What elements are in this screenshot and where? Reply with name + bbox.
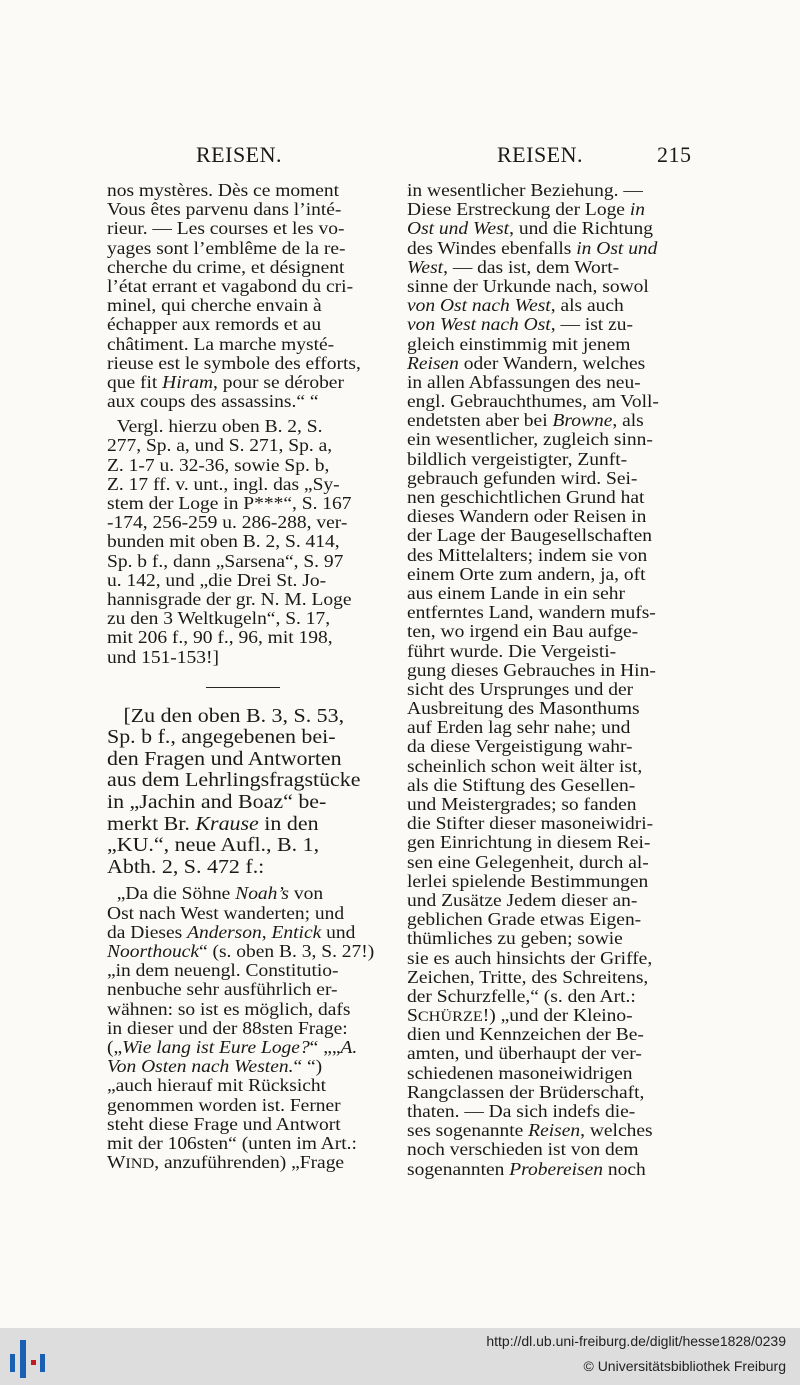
text-line: des Windes ebenfalls in Ost und — [407, 237, 658, 258]
text-line: Vergl. hierzu oben B. 2, S. — [107, 416, 323, 437]
text-line: bunden mit oben B. 2, S. 414, — [107, 531, 340, 552]
text-line: aux coups des assassins.“ “ — [107, 391, 319, 412]
text-line: Z. 17 ff. v. unt., ingl. das „Sy- — [107, 473, 340, 494]
copyright-notice: © Universitätsbibliothek Freiburg — [583, 1358, 786, 1374]
text-line: l’état errant et vagabond du cri- — [107, 275, 354, 296]
text-line: [Zu den oben B. 3, S. 53, — [107, 705, 345, 727]
text-line: da Dieses Anderson, Entick und — [107, 921, 356, 942]
text-line: „auch hierauf mit Rücksicht — [107, 1075, 327, 1096]
text-line: in allen Abfassungen des neu- — [407, 371, 641, 392]
text-line: Von Osten nach Westen.“ “) — [107, 1056, 323, 1077]
text-line: Sp. b f., angegebenen bei- — [107, 727, 336, 749]
text-line: WIND, anzuführenden) „Frage — [107, 1152, 345, 1173]
text-line: u. 142, und „die Drei St. Jo- — [107, 569, 327, 590]
text-line: nen geschichtlichen Grund hat — [407, 487, 645, 507]
text-line: bildlich vergeistigter, Zunft- — [407, 448, 628, 469]
text-line: hannisgrade der gr. N. M. Loge — [107, 588, 352, 609]
text-line: gleich einstimmig mit jenem — [407, 333, 631, 354]
text-line: „KU.“, neue Aufl., B. 1, — [107, 835, 320, 857]
text-line: „Da die Söhne Noah’s von — [107, 883, 324, 904]
text-line: genommen worden ist. Ferner — [107, 1094, 341, 1115]
text-line: entferntes Land, wandern mufs- — [407, 602, 656, 623]
text-line: nenbuche sehr ausführlich er- — [107, 979, 338, 1000]
text-line: Zeichen, Tritte, des Schreitens, — [407, 966, 649, 987]
text-line: 277, Sp. a, und S. 271, Sp. a, — [107, 435, 333, 456]
text-line: ein wesentlicher, zugleich sinn- — [407, 429, 653, 450]
text-line: ten, wo irgend ein Bau aufge- — [407, 621, 639, 642]
text-line: der Schurzfelle,“ (s. den Art.: — [407, 985, 636, 1006]
text-line: die Stifter dieser masoneiwidri- — [407, 813, 654, 834]
text-line: ses sogenannte Reisen, welches — [407, 1120, 653, 1141]
permalink-url[interactable]: http://dl.ub.uni-freiburg.de/diglit/hesse1828/0239 — [486, 1333, 786, 1349]
text-line: und Zusätze Jedem dieser an- — [407, 889, 638, 910]
text-line: wähnen: so ist es möglich, dafs — [107, 998, 351, 1019]
text-line: sen eine Gelegenheit, durch al- — [407, 851, 649, 872]
text-line: Rangclassen der Brüderschaft, — [407, 1081, 645, 1102]
text-line: châtiment. La marche mysté- — [107, 333, 335, 354]
text-line: Ost nach West wanderten; und — [107, 902, 345, 923]
text-line: schiedenen masoneiwidrigen — [407, 1062, 633, 1083]
left-column — [107, 181, 389, 1172]
text-line: amten, und überhaupt der ver- — [407, 1043, 642, 1064]
text-line: Sp. b f., dann „Sarsena“, S. 97 — [107, 550, 344, 571]
text-line: zu den 3 Weltkugeln“, S. 17, — [107, 608, 331, 629]
text-line: da diese Vergeistigung wahr- — [407, 736, 633, 757]
text-line: scheinlich schon weit älter ist, — [407, 755, 643, 776]
header-left-title: REISEN. — [196, 142, 282, 167]
text-line: gung dieses Gebrauches in Hin- — [407, 659, 656, 680]
text-line: in „Jachin and Boaz“ be- — [107, 792, 327, 814]
text-line: und 151-153!] — [107, 646, 219, 667]
text-line: von Ost nach West, als auch — [407, 295, 624, 316]
text-line: Diese Erstreckung der Loge in — [407, 199, 645, 220]
text-line: Ost und West, und die Richtung — [407, 218, 654, 239]
text-line: cherche du crime, et désignent — [107, 256, 345, 277]
text-line: SCHÜRZE!) „und der Kleino- — [407, 1005, 633, 1026]
text-line: gebrauch gefunden wird. Sei- — [407, 467, 638, 488]
text-line: nos mystères. Dès ce moment — [107, 180, 340, 200]
text-line: den Fragen und Antworten — [107, 748, 342, 770]
text-line: steht diese Frage und Antwort — [107, 1113, 341, 1134]
text-line: auf Erden lag sehr nahe; und — [407, 717, 631, 738]
footer-bar — [0, 1328, 800, 1385]
text-line: sicht des Ursprunges und der — [407, 678, 634, 699]
text-line: in wesentlicher Beziehung. — — [407, 180, 643, 200]
text-line: Vous êtes parvenu dans l’inté- — [107, 199, 342, 220]
text-line: rieur. — Les courses et les vo- — [107, 218, 345, 239]
running-header — [0, 140, 800, 174]
text-line: führt wurde. Die Vergeisti- — [407, 640, 617, 661]
text-line: als die Stiftung des Gesellen- — [407, 774, 636, 795]
text-line: in dieser und der 88sten Frage: — [107, 1017, 348, 1038]
text-line: West, — das ist, dem Wort- — [407, 256, 620, 277]
text-line: sogenannten Probereisen noch — [407, 1158, 646, 1179]
text-line: Noorthouck“ (s. oben B. 3, S. 27!) — [107, 941, 375, 961]
header-right-title: REISEN. — [497, 142, 583, 167]
section-divider — [107, 667, 389, 706]
text-line: noch verschieden ist von dem — [407, 1139, 639, 1160]
text-line: engl. Gebrauchthumes, am Voll- — [407, 391, 659, 412]
text-line: échapper aux remords et au — [107, 314, 322, 335]
text-line: dien und Kennzeichen der Be- — [407, 1024, 644, 1045]
text-line: sinne der Urkunde nach, sowol — [407, 275, 649, 296]
text-line: und Meistergrades; so fanden — [407, 794, 637, 814]
text-line: Reisen oder Wandern, welches — [407, 352, 646, 373]
text-line: aus einem Lande in ein sehr — [407, 582, 625, 603]
text-line: rieuse est le symbole des efforts, — [107, 352, 361, 373]
page-number: 215 — [657, 142, 692, 167]
text-line: mit 206 f., 90 f., 96, mit 198, — [107, 627, 333, 648]
right-column — [407, 181, 695, 1179]
text-line: sie es auch hinsichts der Griffe, — [407, 947, 653, 968]
text-line: endetsten aber bei Browne, als — [407, 410, 644, 431]
text-line: mit der 106sten“ (unten im Art.: — [107, 1132, 357, 1153]
text-line: yages sont l’emblême de la re- — [107, 237, 346, 258]
text-line: thaten. — Da sich indefs die- — [407, 1101, 636, 1121]
text-line: merkt Br. Krause in den — [107, 813, 319, 835]
text-line: -174, 256-259 u. 286-288, ver- — [107, 512, 348, 533]
text-line: („Wie lang ist Eure Loge?“ „„A. — [107, 1036, 358, 1057]
text-line: Abth. 2, S. 472 f.: — [107, 856, 265, 878]
text-line: stem der Loge in P***“, S. 167 — [107, 493, 352, 513]
text-line: der Lage der Baugesellschaften — [407, 525, 652, 546]
text-line: „in dem neuengl. Constitutio- — [107, 960, 339, 981]
text-line: dieses Wandern oder Reisen in — [407, 506, 647, 527]
text-line: aus dem Lehrlingsfragstücke — [107, 770, 361, 792]
text-line: einem Orte zum andern, ja, oft — [407, 563, 646, 584]
ub-freiburg-logo-icon[interactable] — [8, 1336, 52, 1380]
text-line: gen Einrichtung in diesem Rei- — [407, 832, 651, 853]
text-line: minel, qui cherche envain à — [107, 295, 322, 316]
text-line: des Mittelalters; indem sie von — [407, 544, 648, 565]
text-line: lerlei spielende Bestimmungen — [407, 870, 649, 891]
text-line: geblichen Grade etwas Eigen- — [407, 909, 642, 930]
text-line: Ausbreitung des Masonthums — [407, 698, 640, 719]
text-line: thümliches zu geben; sowie — [407, 928, 623, 949]
text-line: Z. 1-7 u. 32-36, sowie Sp. b, — [107, 454, 330, 475]
text-line: von West nach Ost, — ist zu- — [407, 314, 633, 335]
text-line: que fit Hiram, pour se dérober — [107, 371, 344, 392]
